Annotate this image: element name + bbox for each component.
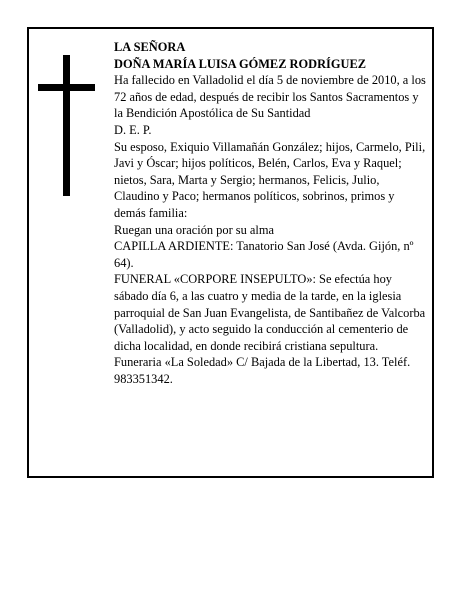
funeral-home-info: Funeraria «La Soledad» C/ Bajada de la Libertad, 13. Teléf. 983351342. bbox=[114, 355, 411, 386]
cross-vertical-bar bbox=[63, 55, 70, 196]
family-list: Su esposo, Exiquio Villamañán González; hijos, Carmelo, Pili, Javi y Óscar; hijos políticos, Belén, Carlos, Eva y Raquel; nietos, Sara, Marta y Sergio; hermanos, Felicis, Julio, Claudino y Paco; hermanos políticos, sobrinos, primos y demás familia: bbox=[114, 139, 426, 220]
obituary-text bbox=[114, 39, 426, 387]
funeral-info: FUNERAL «CORPORE INSEPULTO»: Se efectúa hoy sábado día 6, a las cuatro y media de la tarde, en la iglesia parroquial de San Juan Evangelista, de Santibañez de Valcorba (Valladolid), y acto seguido la conducción al cementerio de dicha localidad, en donde recibirá cristiana sepultura. bbox=[114, 272, 426, 353]
death-statement: Ha fallecido en Valladolid el día 5 de noviembre de 2010, a los 72 años de edad, después de recibir los Santos Sacramentos y la Bendición Apostólica de Su Santidad bbox=[114, 73, 426, 121]
cross-horizontal-bar bbox=[38, 84, 95, 91]
dep-text: D. E. P. bbox=[114, 122, 152, 137]
prayer-request: Ruegan una oración por su alma bbox=[114, 222, 274, 237]
deceased-name: DOÑA MARÍA LUISA GÓMEZ RODRÍGUEZ bbox=[114, 56, 366, 71]
header-title: LA SEÑORA bbox=[114, 40, 186, 54]
chapel-info: CAPILLA ARDIENTE: Tanatorio San José (Avda. Gijón, nº 64). bbox=[114, 239, 414, 270]
